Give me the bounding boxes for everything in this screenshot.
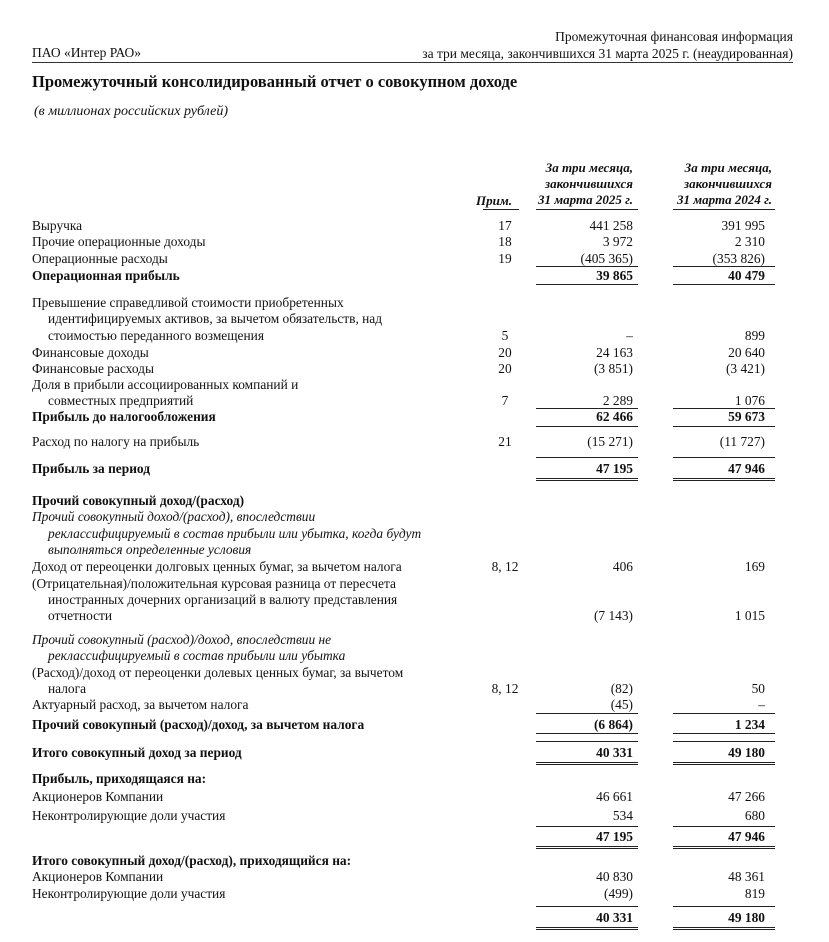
column-underline bbox=[536, 266, 638, 267]
table-row bbox=[0, 808, 829, 824]
table-row bbox=[0, 576, 829, 592]
column-underline bbox=[673, 284, 775, 285]
row-label: Расход по налогу на прибыль bbox=[32, 434, 200, 449]
table-row bbox=[0, 665, 829, 681]
col-header-2025-rule bbox=[536, 209, 638, 210]
table-row bbox=[0, 526, 829, 542]
column-underline bbox=[536, 713, 638, 714]
column-underline bbox=[536, 284, 638, 285]
row-label: Акционеров Компании bbox=[32, 789, 164, 804]
row-label: Операционная прибыль bbox=[32, 268, 180, 283]
col-header-note-rule bbox=[483, 209, 519, 210]
row-note: 8, 12 bbox=[491, 681, 519, 696]
row-value-2024: 47 266 bbox=[728, 789, 765, 804]
table-row bbox=[0, 234, 829, 250]
column-underline bbox=[536, 906, 638, 907]
column-underline bbox=[673, 906, 775, 907]
table-row bbox=[0, 559, 829, 575]
col-header-2025-line2: закончившихся bbox=[545, 176, 633, 191]
column-underline bbox=[673, 480, 775, 481]
row-label: налога bbox=[48, 681, 87, 696]
row-value-2025: 441 258 bbox=[589, 218, 633, 233]
table-row bbox=[0, 869, 829, 885]
row-note: 19 bbox=[498, 251, 512, 266]
row-value-2025: 40 331 bbox=[596, 910, 633, 925]
column-underline bbox=[673, 478, 775, 479]
table-row bbox=[0, 311, 829, 327]
table-row bbox=[0, 542, 829, 558]
table-row bbox=[0, 461, 829, 477]
header-right-line2: за три месяца, закончившихся 31 марта 2025 г. (неаудированная) bbox=[422, 46, 793, 61]
row-value-2024: 48 361 bbox=[728, 869, 765, 884]
row-label: (Расход)/доход от переоценки долевых ценных бумаг, за вычетом bbox=[32, 665, 404, 680]
table-row bbox=[0, 632, 829, 648]
row-note: 7 bbox=[501, 393, 509, 408]
row-value-2025: (15 271) bbox=[587, 434, 633, 449]
column-underline bbox=[673, 733, 775, 734]
row-label: реклассифицируемый в состав прибыли или убытка bbox=[48, 648, 346, 663]
row-label: (Отрицательная)/положительная курсовая разница от пересчета bbox=[32, 576, 396, 591]
row-label: Неконтролирующие доли участия bbox=[32, 808, 226, 823]
row-label: иностранных дочерних организаций в валюту представления bbox=[48, 592, 398, 607]
row-value-2025: 534 bbox=[612, 808, 633, 823]
table-row bbox=[0, 771, 829, 787]
row-value-2025: (82) bbox=[610, 681, 633, 696]
row-note: 5 bbox=[501, 328, 509, 343]
table-row bbox=[0, 218, 829, 234]
column-underline bbox=[673, 848, 775, 849]
table-row bbox=[0, 592, 829, 608]
table-row bbox=[0, 648, 829, 664]
column-underline bbox=[536, 762, 638, 763]
col-header-2024 bbox=[677, 160, 772, 208]
column-underline bbox=[673, 826, 775, 827]
column-underline bbox=[536, 457, 638, 458]
column-underline bbox=[673, 426, 775, 427]
table-row bbox=[0, 268, 829, 284]
row-value-2024: 169 bbox=[744, 559, 765, 574]
row-value-2025: (45) bbox=[610, 697, 633, 712]
row-value-2025: (3 851) bbox=[593, 361, 633, 376]
column-underline bbox=[536, 733, 638, 734]
row-value-2024: 1 076 bbox=[734, 393, 765, 408]
row-value-2025: 47 195 bbox=[596, 829, 633, 844]
table-row bbox=[0, 509, 829, 525]
table-row bbox=[0, 608, 829, 624]
row-label: Доля в прибыли ассоциированных компаний и bbox=[32, 377, 299, 392]
row-value-2024: 59 673 bbox=[728, 409, 765, 424]
header-right-line1: Промежуточная финансовая информация bbox=[555, 29, 793, 44]
row-value-2024: 40 479 bbox=[728, 268, 765, 283]
header-rule bbox=[32, 62, 793, 63]
row-label: Прочий совокупный (расход)/доход, впоследствии не bbox=[32, 632, 332, 647]
row-value-2024: 680 bbox=[744, 808, 765, 823]
row-label: совместных предприятий bbox=[48, 393, 194, 408]
table-row bbox=[0, 434, 829, 450]
row-label: Доход от переоценки долговых ценных бумаг, за вычетом налога bbox=[32, 559, 402, 574]
row-value-2024: 819 bbox=[744, 886, 765, 901]
row-label: Прочий совокупный (расход)/доход, за вычетом налога bbox=[32, 717, 365, 732]
row-value-2024: 20 640 bbox=[728, 345, 765, 360]
row-label: Финансовые расходы bbox=[32, 361, 154, 376]
row-value-2025: 2 289 bbox=[602, 393, 633, 408]
column-underline bbox=[536, 764, 638, 765]
row-label: Прочий совокупный доход/(расход) bbox=[32, 493, 245, 508]
column-underline bbox=[673, 266, 775, 267]
column-underline bbox=[536, 480, 638, 481]
column-underline bbox=[673, 713, 775, 714]
column-underline bbox=[536, 848, 638, 849]
row-note: 21 bbox=[498, 434, 512, 449]
column-underline bbox=[536, 478, 638, 479]
row-value-2024: 1 015 bbox=[734, 608, 765, 623]
table-row bbox=[0, 493, 829, 509]
col-header-2025-line1: За три месяца, bbox=[545, 160, 633, 175]
col-header-2025 bbox=[538, 160, 633, 208]
column-underline bbox=[673, 846, 775, 847]
table-row bbox=[0, 409, 829, 425]
row-value-2025: 62 466 bbox=[596, 409, 633, 424]
column-underline bbox=[536, 426, 638, 427]
table-row bbox=[0, 717, 829, 733]
row-value-2025: 24 163 bbox=[596, 345, 633, 360]
column-underline bbox=[536, 927, 638, 928]
table-row bbox=[0, 328, 829, 344]
row-value-2025: (405 365) bbox=[580, 251, 633, 266]
col-header-2024-line1: За три месяца, bbox=[684, 160, 772, 175]
table-row bbox=[0, 789, 829, 805]
row-note: 20 bbox=[498, 361, 512, 376]
row-label: идентифицируемых активов, за вычетом обязательств, над bbox=[48, 311, 383, 326]
col-header-note: Прим. bbox=[476, 193, 512, 208]
row-label: Прочий совокупный доход/(расход), впоследствии bbox=[32, 509, 316, 524]
row-label: Прибыль за период bbox=[32, 461, 150, 476]
row-value-2024: 49 180 bbox=[728, 745, 765, 760]
row-value-2024: (3 421) bbox=[725, 361, 765, 376]
row-value-2024: 50 bbox=[751, 681, 765, 696]
row-value-2025: 40 830 bbox=[596, 869, 633, 884]
row-label: Итого совокупный доход за период bbox=[32, 745, 242, 760]
table-row bbox=[0, 295, 829, 311]
table-row bbox=[0, 853, 829, 869]
row-value-2024: 899 bbox=[744, 328, 765, 343]
row-value-2024: 49 180 bbox=[728, 910, 765, 925]
row-label: стоимостью переданного возмещения bbox=[48, 328, 264, 343]
row-value-2025: (7 143) bbox=[593, 608, 633, 623]
column-underline bbox=[536, 741, 638, 742]
row-value-2025: 406 bbox=[612, 559, 633, 574]
row-value-2025: (6 864) bbox=[593, 717, 633, 732]
row-note: 18 bbox=[498, 234, 512, 249]
column-underline bbox=[673, 408, 775, 409]
col-header-2024-line2: закончившихся bbox=[684, 176, 772, 191]
row-value-2025: 47 195 bbox=[596, 461, 633, 476]
row-label: Выручка bbox=[32, 218, 83, 233]
table-row bbox=[0, 361, 829, 377]
table-row bbox=[0, 393, 829, 409]
company-name: ПАО «Интер РАО» bbox=[32, 45, 142, 60]
table-row bbox=[0, 886, 829, 902]
row-value-2025: 40 331 bbox=[596, 745, 633, 760]
row-value-2024: – bbox=[758, 697, 765, 712]
row-label: Прибыль до налогообложения bbox=[32, 409, 216, 424]
row-label: отчетности bbox=[48, 608, 113, 623]
table-row bbox=[0, 681, 829, 697]
row-label: Акционеров Компании bbox=[32, 869, 164, 884]
page-title: Промежуточный консолидированный отчет о совокупном доходе bbox=[32, 72, 518, 91]
table-row bbox=[0, 345, 829, 361]
column-underline bbox=[673, 764, 775, 765]
row-label: Превышение справедливой стоимости приобретенных bbox=[32, 295, 344, 310]
column-underline bbox=[536, 929, 638, 930]
row-value-2024: (11 727) bbox=[719, 434, 765, 449]
row-label: реклассифицируемый в состав прибыли или убытка, когда будут bbox=[48, 526, 422, 541]
row-value-2024: 47 946 bbox=[728, 461, 765, 476]
column-underline bbox=[673, 929, 775, 930]
table-row bbox=[0, 377, 829, 393]
page-subtitle: (в миллионах российских рублей) bbox=[34, 104, 228, 119]
row-value-2025: – bbox=[626, 328, 633, 343]
column-underline bbox=[536, 846, 638, 847]
row-label: Итого совокупный доход/(расход), приходящийся на: bbox=[32, 853, 352, 868]
row-value-2024: 47 946 bbox=[728, 829, 765, 844]
row-value-2024: (353 826) bbox=[712, 251, 765, 266]
row-label: Операционные расходы bbox=[32, 251, 168, 266]
column-underline bbox=[536, 408, 638, 409]
row-note: 20 bbox=[498, 345, 512, 360]
table-row bbox=[0, 829, 829, 845]
table-row bbox=[0, 251, 829, 267]
column-underline bbox=[536, 826, 638, 827]
row-value-2025: (499) bbox=[603, 886, 633, 901]
row-value-2025: 3 972 bbox=[602, 234, 633, 249]
column-underline bbox=[673, 762, 775, 763]
table-row bbox=[0, 745, 829, 761]
row-label: выполняться определенные условия bbox=[48, 542, 252, 557]
table-row bbox=[0, 697, 829, 713]
table-row bbox=[0, 910, 829, 926]
column-underline bbox=[673, 457, 775, 458]
row-label: Неконтролирующие доли участия bbox=[32, 886, 226, 901]
row-value-2024: 391 995 bbox=[721, 218, 765, 233]
row-label: Прочие операционные доходы bbox=[32, 234, 206, 249]
row-value-2025: 39 865 bbox=[596, 268, 633, 283]
column-underline bbox=[673, 927, 775, 928]
row-label: Прибыль, приходящаяся на: bbox=[32, 771, 207, 786]
row-value-2024: 1 234 bbox=[734, 717, 765, 732]
row-label: Финансовые доходы bbox=[32, 345, 149, 360]
row-note: 8, 12 bbox=[491, 559, 519, 574]
row-label: Актуарный расход, за вычетом налога bbox=[32, 697, 249, 712]
row-value-2024: 2 310 bbox=[734, 234, 765, 249]
row-value-2025: 46 661 bbox=[596, 789, 633, 804]
column-underline bbox=[673, 741, 775, 742]
col-header-2024-rule bbox=[673, 209, 775, 210]
row-note: 17 bbox=[498, 218, 512, 233]
col-header-2025-line3: 31 марта 2025 г. bbox=[538, 192, 633, 207]
col-header-2024-line3: 31 марта 2024 г. bbox=[677, 192, 772, 207]
